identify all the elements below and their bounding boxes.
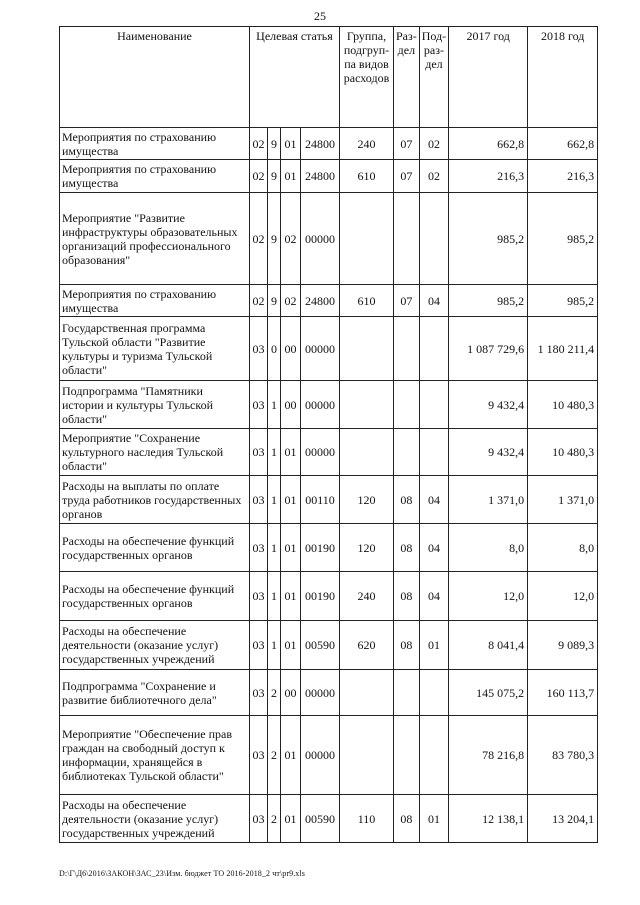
page-number: 25 bbox=[314, 9, 326, 23]
amount-2017: 1 087 729,6 bbox=[449, 317, 528, 381]
target-code-event: 00 bbox=[281, 670, 301, 716]
amount-2018: 9 089,3 bbox=[528, 621, 598, 670]
expense-group: 240 bbox=[340, 128, 394, 160]
amount-2018: 662,8 bbox=[528, 128, 598, 160]
section-code bbox=[394, 193, 420, 285]
target-code-program: 03 bbox=[250, 795, 268, 843]
target-code-subprogram: 1 bbox=[268, 572, 281, 621]
section-code: 07 bbox=[394, 160, 420, 193]
target-code-direction: 00000 bbox=[301, 429, 340, 476]
expense-group bbox=[340, 716, 394, 795]
table-row bbox=[60, 670, 598, 716]
target-code-program: 03 bbox=[250, 621, 268, 670]
subsection-code: 04 bbox=[419, 572, 448, 621]
table-row bbox=[60, 193, 598, 285]
target-code-direction: 00190 bbox=[301, 524, 340, 572]
section-code: 07 bbox=[394, 128, 420, 160]
subsection-code bbox=[419, 716, 448, 795]
header-row bbox=[60, 27, 598, 128]
section-code: 08 bbox=[394, 621, 420, 670]
section-code bbox=[394, 381, 420, 429]
target-code-direction: 00190 bbox=[301, 572, 340, 621]
header-subsection: Под- раз- дел bbox=[419, 27, 448, 128]
table-row bbox=[60, 160, 598, 193]
target-code-event: 01 bbox=[281, 476, 301, 524]
target-code-program: 02 bbox=[250, 193, 268, 285]
target-code-program: 03 bbox=[250, 476, 268, 524]
target-code-program: 02 bbox=[250, 128, 268, 160]
target-code-subprogram: 1 bbox=[268, 429, 281, 476]
target-code-direction: 24800 bbox=[301, 128, 340, 160]
target-code-event: 02 bbox=[281, 193, 301, 285]
section-code bbox=[394, 716, 420, 795]
amount-2017: 8,0 bbox=[449, 524, 528, 572]
table-row bbox=[60, 572, 598, 621]
row-name: Мероприятия по страхованию имущества bbox=[60, 160, 250, 193]
row-name: Мероприятие "Сохранение культурного наследия Тульской области" bbox=[60, 429, 250, 476]
subsection-code bbox=[419, 381, 448, 429]
amount-2018: 10 480,3 bbox=[528, 381, 598, 429]
section-code: 08 bbox=[394, 795, 420, 843]
row-name: Государственная программа Тульской области "Развитие культуры и туризма Тульской области" bbox=[60, 317, 250, 381]
expense-group: 240 bbox=[340, 572, 394, 621]
target-code-subprogram: 2 bbox=[268, 795, 281, 843]
target-code-subprogram: 0 bbox=[268, 317, 281, 381]
target-code-direction: 24800 bbox=[301, 285, 340, 317]
target-code-program: 03 bbox=[250, 429, 268, 476]
target-code-program: 03 bbox=[250, 572, 268, 621]
table-row bbox=[60, 476, 598, 524]
section-code: 08 bbox=[394, 476, 420, 524]
table-row bbox=[60, 795, 598, 843]
expense-group: 110 bbox=[340, 795, 394, 843]
amount-2017: 216,3 bbox=[449, 160, 528, 193]
section-code bbox=[394, 429, 420, 476]
section-code: 08 bbox=[394, 524, 420, 572]
amount-2017: 8 041,4 bbox=[449, 621, 528, 670]
expense-group bbox=[340, 317, 394, 381]
table-row bbox=[60, 317, 598, 381]
target-code-program: 03 bbox=[250, 524, 268, 572]
header-target-article: Целевая статья bbox=[250, 27, 340, 128]
target-code-program: 03 bbox=[250, 317, 268, 381]
amount-2017: 662,8 bbox=[449, 128, 528, 160]
target-code-program: 03 bbox=[250, 716, 268, 795]
target-code-subprogram: 9 bbox=[268, 193, 281, 285]
target-code-direction: 00000 bbox=[301, 381, 340, 429]
table-row bbox=[60, 381, 598, 429]
amount-2017: 1 371,0 bbox=[449, 476, 528, 524]
target-code-subprogram: 1 bbox=[268, 524, 281, 572]
header-expense-group: Группа, подгруп- па видов расходов bbox=[340, 27, 394, 128]
amount-2018: 985,2 bbox=[528, 193, 598, 285]
expense-group bbox=[340, 381, 394, 429]
table-row bbox=[60, 128, 598, 160]
row-name: Мероприятия по страхованию имущества bbox=[60, 285, 250, 317]
row-name: Мероприятие "Развитие инфраструктуры образовательных организаций профессионального образования" bbox=[60, 193, 250, 285]
file-path-footer: D:\Г\Д6\2016\ЗАКОН\ЗАС_23\Изм. бюджет ТО 2016-2018_2 чт\pr9.xls bbox=[59, 869, 305, 878]
target-code-subprogram: 2 bbox=[268, 670, 281, 716]
subsection-code: 01 bbox=[419, 621, 448, 670]
expense-group: 120 bbox=[340, 524, 394, 572]
target-code-event: 01 bbox=[281, 160, 301, 193]
section-code bbox=[394, 317, 420, 381]
amount-2018: 10 480,3 bbox=[528, 429, 598, 476]
table-row bbox=[60, 285, 598, 317]
amount-2018: 13 204,1 bbox=[528, 795, 598, 843]
table-row bbox=[60, 429, 598, 476]
target-code-program: 02 bbox=[250, 285, 268, 317]
table-body bbox=[60, 128, 598, 843]
expense-group bbox=[340, 193, 394, 285]
target-code-event: 01 bbox=[281, 795, 301, 843]
target-code-program: 02 bbox=[250, 160, 268, 193]
target-code-direction: 00000 bbox=[301, 317, 340, 381]
amount-2018: 985,2 bbox=[528, 285, 598, 317]
amount-2017: 985,2 bbox=[449, 193, 528, 285]
amount-2017: 145 075,2 bbox=[449, 670, 528, 716]
amount-2017: 78 216,8 bbox=[449, 716, 528, 795]
table-row bbox=[60, 621, 598, 670]
target-code-subprogram: 1 bbox=[268, 621, 281, 670]
amount-2018: 12,0 bbox=[528, 572, 598, 621]
target-code-subprogram: 1 bbox=[268, 381, 281, 429]
row-name: Мероприятие "Обеспечение прав граждан на свободный доступ к информации, хранящейся в библиотеках Тульской области" bbox=[60, 716, 250, 795]
target-code-event: 01 bbox=[281, 716, 301, 795]
expense-group: 610 bbox=[340, 160, 394, 193]
amount-2018: 1 371,0 bbox=[528, 476, 598, 524]
expense-group bbox=[340, 670, 394, 716]
expense-group: 120 bbox=[340, 476, 394, 524]
amount-2017: 985,2 bbox=[449, 285, 528, 317]
amount-2018: 216,3 bbox=[528, 160, 598, 193]
subsection-code bbox=[419, 429, 448, 476]
target-code-direction: 00000 bbox=[301, 716, 340, 795]
target-code-event: 00 bbox=[281, 317, 301, 381]
target-code-program: 03 bbox=[250, 381, 268, 429]
target-code-event: 01 bbox=[281, 621, 301, 670]
subsection-code bbox=[419, 670, 448, 716]
header-name: Наименование bbox=[60, 27, 250, 128]
subsection-code: 02 bbox=[419, 160, 448, 193]
target-code-event: 01 bbox=[281, 524, 301, 572]
section-code: 08 bbox=[394, 572, 420, 621]
amount-2017: 12,0 bbox=[449, 572, 528, 621]
target-code-direction: 00000 bbox=[301, 193, 340, 285]
target-code-subprogram: 9 bbox=[268, 285, 281, 317]
target-code-subprogram: 9 bbox=[268, 128, 281, 160]
subsection-code: 04 bbox=[419, 524, 448, 572]
section-code: 07 bbox=[394, 285, 420, 317]
row-name: Расходы на обеспечение функций государственных органов bbox=[60, 524, 250, 572]
target-code-event: 02 bbox=[281, 285, 301, 317]
row-name: Подпрограмма "Памятники истории и культуры Тульской области" bbox=[60, 381, 250, 429]
subsection-code: 04 bbox=[419, 476, 448, 524]
target-code-program: 03 bbox=[250, 670, 268, 716]
target-code-direction: 24800 bbox=[301, 160, 340, 193]
row-name: Расходы на обеспечение деятельности (оказание услуг) государственных учреждений bbox=[60, 795, 250, 843]
target-code-subprogram: 1 bbox=[268, 476, 281, 524]
amount-2017: 9 432,4 bbox=[449, 381, 528, 429]
subsection-code bbox=[419, 317, 448, 381]
target-code-event: 01 bbox=[281, 128, 301, 160]
table-row bbox=[60, 716, 598, 795]
target-code-event: 01 bbox=[281, 572, 301, 621]
header-year-2017: 2017 год bbox=[449, 27, 528, 128]
row-name: Расходы на выплаты по оплате труда работников государственных органов bbox=[60, 476, 250, 524]
amount-2018: 8,0 bbox=[528, 524, 598, 572]
expense-group: 610 bbox=[340, 285, 394, 317]
target-code-direction: 00590 bbox=[301, 795, 340, 843]
row-name: Расходы на обеспечение деятельности (оказание услуг) государственных учреждений bbox=[60, 621, 250, 670]
header-year-2018: 2018 год bbox=[528, 27, 598, 128]
row-name: Подпрограмма "Сохранение и развитие библиотечного дела" bbox=[60, 670, 250, 716]
row-name: Расходы на обеспечение функций государственных органов bbox=[60, 572, 250, 621]
header-section: Раз- дел bbox=[394, 27, 420, 128]
target-code-subprogram: 2 bbox=[268, 716, 281, 795]
target-code-direction: 00110 bbox=[301, 476, 340, 524]
subsection-code: 01 bbox=[419, 795, 448, 843]
amount-2017: 12 138,1 bbox=[449, 795, 528, 843]
subsection-code bbox=[419, 193, 448, 285]
target-code-subprogram: 9 bbox=[268, 160, 281, 193]
table-row bbox=[60, 524, 598, 572]
expense-group: 620 bbox=[340, 621, 394, 670]
target-code-event: 01 bbox=[281, 429, 301, 476]
amount-2017: 9 432,4 bbox=[449, 429, 528, 476]
section-code bbox=[394, 670, 420, 716]
amount-2018: 83 780,3 bbox=[528, 716, 598, 795]
target-code-direction: 00000 bbox=[301, 670, 340, 716]
amount-2018: 1 180 211,4 bbox=[528, 317, 598, 381]
subsection-code: 04 bbox=[419, 285, 448, 317]
expense-group bbox=[340, 429, 394, 476]
target-code-event: 00 bbox=[281, 381, 301, 429]
subsection-code: 02 bbox=[419, 128, 448, 160]
amount-2018: 160 113,7 bbox=[528, 670, 598, 716]
budget-table bbox=[59, 26, 598, 843]
row-name: Мероприятия по страхованию имущества bbox=[60, 128, 250, 160]
target-code-direction: 00590 bbox=[301, 621, 340, 670]
